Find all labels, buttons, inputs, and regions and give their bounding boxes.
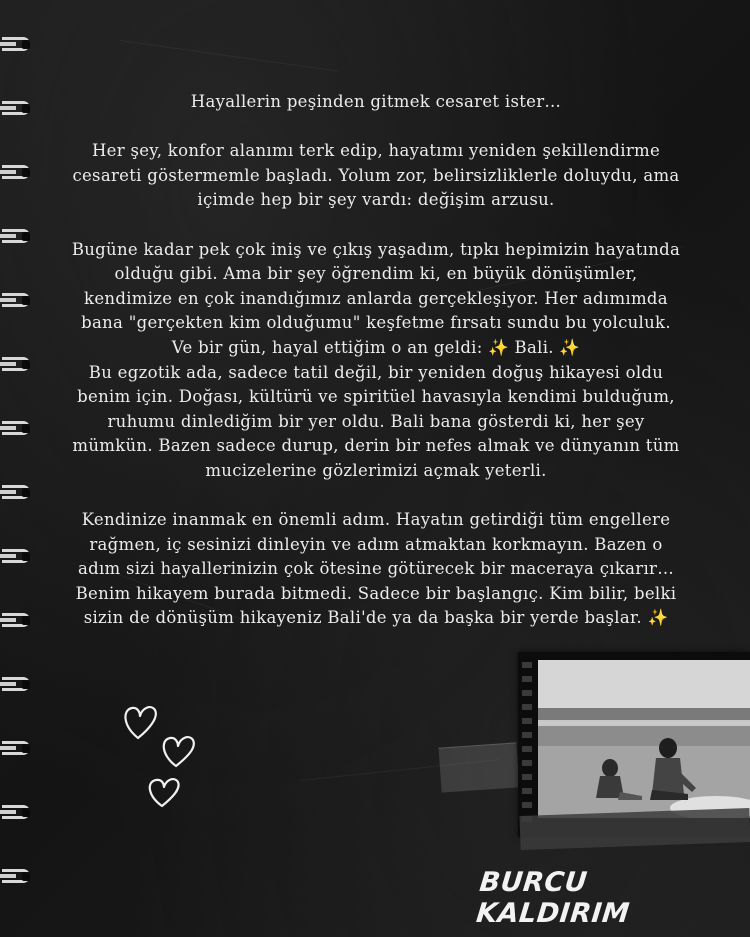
binding-ring [0,162,34,184]
binding-ring [0,418,34,440]
texture-scratch [120,40,338,72]
binding-ring [0,290,34,312]
opening-line: Hayallerin peşinden gitmek cesaret ister… [190,92,562,111]
spiral-binding [0,0,40,937]
paragraph-line: sizin de dönüşüm hikayeniz Bali'de ya da başka bir yerde başlar. ✨ [83,608,669,628]
story-text [52,90,700,631]
tape-strip-dark [519,808,750,850]
paragraph-line: içimde hep bir şey vardı: değişim arzusu. [197,190,555,210]
paragraph-line: mucizelerine gözlerimizi açmak yeterli. [205,460,547,480]
paragraph-line: Her şey, konfor alanımı terk edip, hayatımı yeniden şekillendirme [91,141,661,161]
binding-ring [0,674,34,696]
paragraph-line: Bu egzotik ada, sadece tatil değil, bir yeniden doğuş hikayesi oldu [88,362,664,382]
film-perforations [522,662,532,822]
paragraph-line: Bugüne kadar pek çok iniş ve çıkış yaşadım, tıpkı hepimizin hayatında [71,239,681,259]
binding-ring [0,34,34,56]
binding-ring [0,802,34,824]
author-signature: BURCU KALDIRIM [474,867,632,929]
beach-scene-image [538,660,750,818]
binding-ring [0,546,34,568]
paragraph-line: kendimize en çok inandığımız anlarda gerçekleşiyor. Her adımımda [84,288,668,308]
paragraph-line: Benim hikayem burada bitmedi. Sadece bir başlangıç. Kim bilir, belki [75,583,677,603]
paragraph-line: mümkün. Bazen sadece durup, derin bir nefes almak ve dünyanın tüm [72,436,680,456]
binding-ring [0,482,34,504]
binding-ring [0,738,34,760]
paragraph-line: benim için. Doğası, kültürü ve spiritüel havasıyla kendimi bulduğum, [77,387,675,407]
binding-ring [0,226,34,248]
tape-strip [439,742,520,792]
binding-ring [0,866,34,888]
paragraph-line: bana "gerçekten kim olduğumu" keşfetme fırsatı sundu bu yolculuk. [81,313,671,333]
beach-photo [538,660,750,818]
paragraph-line: ruhumu dinlediğim bir yer oldu. Bali bana gösterdi ki, her şey [107,411,645,431]
paragraph-line: adım sizi hayallerinizin çok ötesine götürecek bir maceraya çıkarır… [77,559,675,579]
paragraph-line: Ve bir gün, hayal ettiğim o an geldi: ✨ Bali. ✨ [171,337,581,357]
binding-ring [0,354,34,376]
paragraph-line: rağmen, iç sesinizi dinleyin ve adım atmaktan korkmayın. Bazen o [89,534,663,554]
binding-ring [0,610,34,632]
paragraph-line: cesareti göstermemle başladı. Yolum zor, belirsizliklerle doluydu, ama [72,165,680,185]
paragraph-line: olduğu gibi. Ama bir şey öğrendim ki, en büyük dönüşümler, [114,264,638,284]
heart-doodle-icon [118,698,208,818]
paragraph-line: Kendinize inanmak en önemli adım. Hayatın getirdiği tüm engellere [81,510,671,530]
binding-ring [0,98,34,120]
